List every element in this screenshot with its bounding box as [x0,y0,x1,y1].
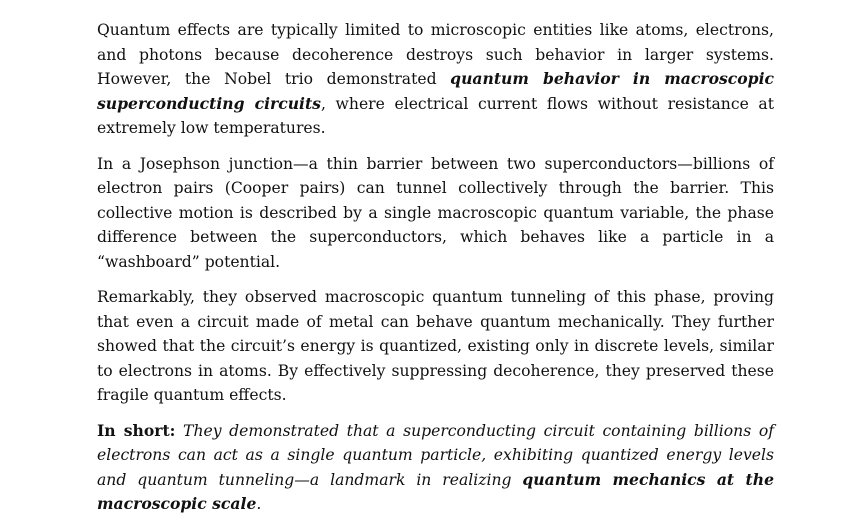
paragraph-quantum-tunneling [97,285,774,408]
emphasis-text: quantum behavior in macroscopic superconducting circuits [97,69,774,113]
paragraph-text: , where electrical current flows without resistance at extremely low temperatures. [97,94,774,137]
document-body [97,18,774,517]
paragraph-text: Remarkably, they observed macroscopic quantum tunneling of this phase, proving that even a circuit made of metal can behave quantum mechanically. They further showed that the circuit’s energy is quantized, existing only in discrete levels, similar to electrons in atoms. By effectively suppressing decoherence, they preserved these fragile quantum effects. [97,288,774,404]
paragraph-text: Quantum effects are typically limited to microscopic entities like atoms, electrons, and photons because decoherence destroys such behavior in larger systems. However, the Nobel trio demonstrated [97,21,774,88]
summary-emphasis: quantum mechanics at the macroscopic scale [97,469,775,513]
summary-label: In short: [97,420,176,440]
summary-text-end: . [256,495,262,513]
paragraph-text: In a Josephson junction—a thin barrier between two superconductors—billions of electron pairs (Cooper pairs) can tunnel collectively through the barrier. This collective motion is described by a single macroscopic quantum variable, the phase difference between the superconductors, which behaves like a particle in a “washboard” potential. [97,154,774,271]
summary-text: They demonstrated that a superconducting circuit containing billions of electrons can act as a single quantum particle, exhibiting quantized energy levels and quantum tunneling—a landmark in realizing [97,421,774,489]
paragraph-macroscopic-quantum [97,18,774,141]
paragraph-summary [97,419,774,517]
paragraph-josephson-junction [97,152,774,275]
